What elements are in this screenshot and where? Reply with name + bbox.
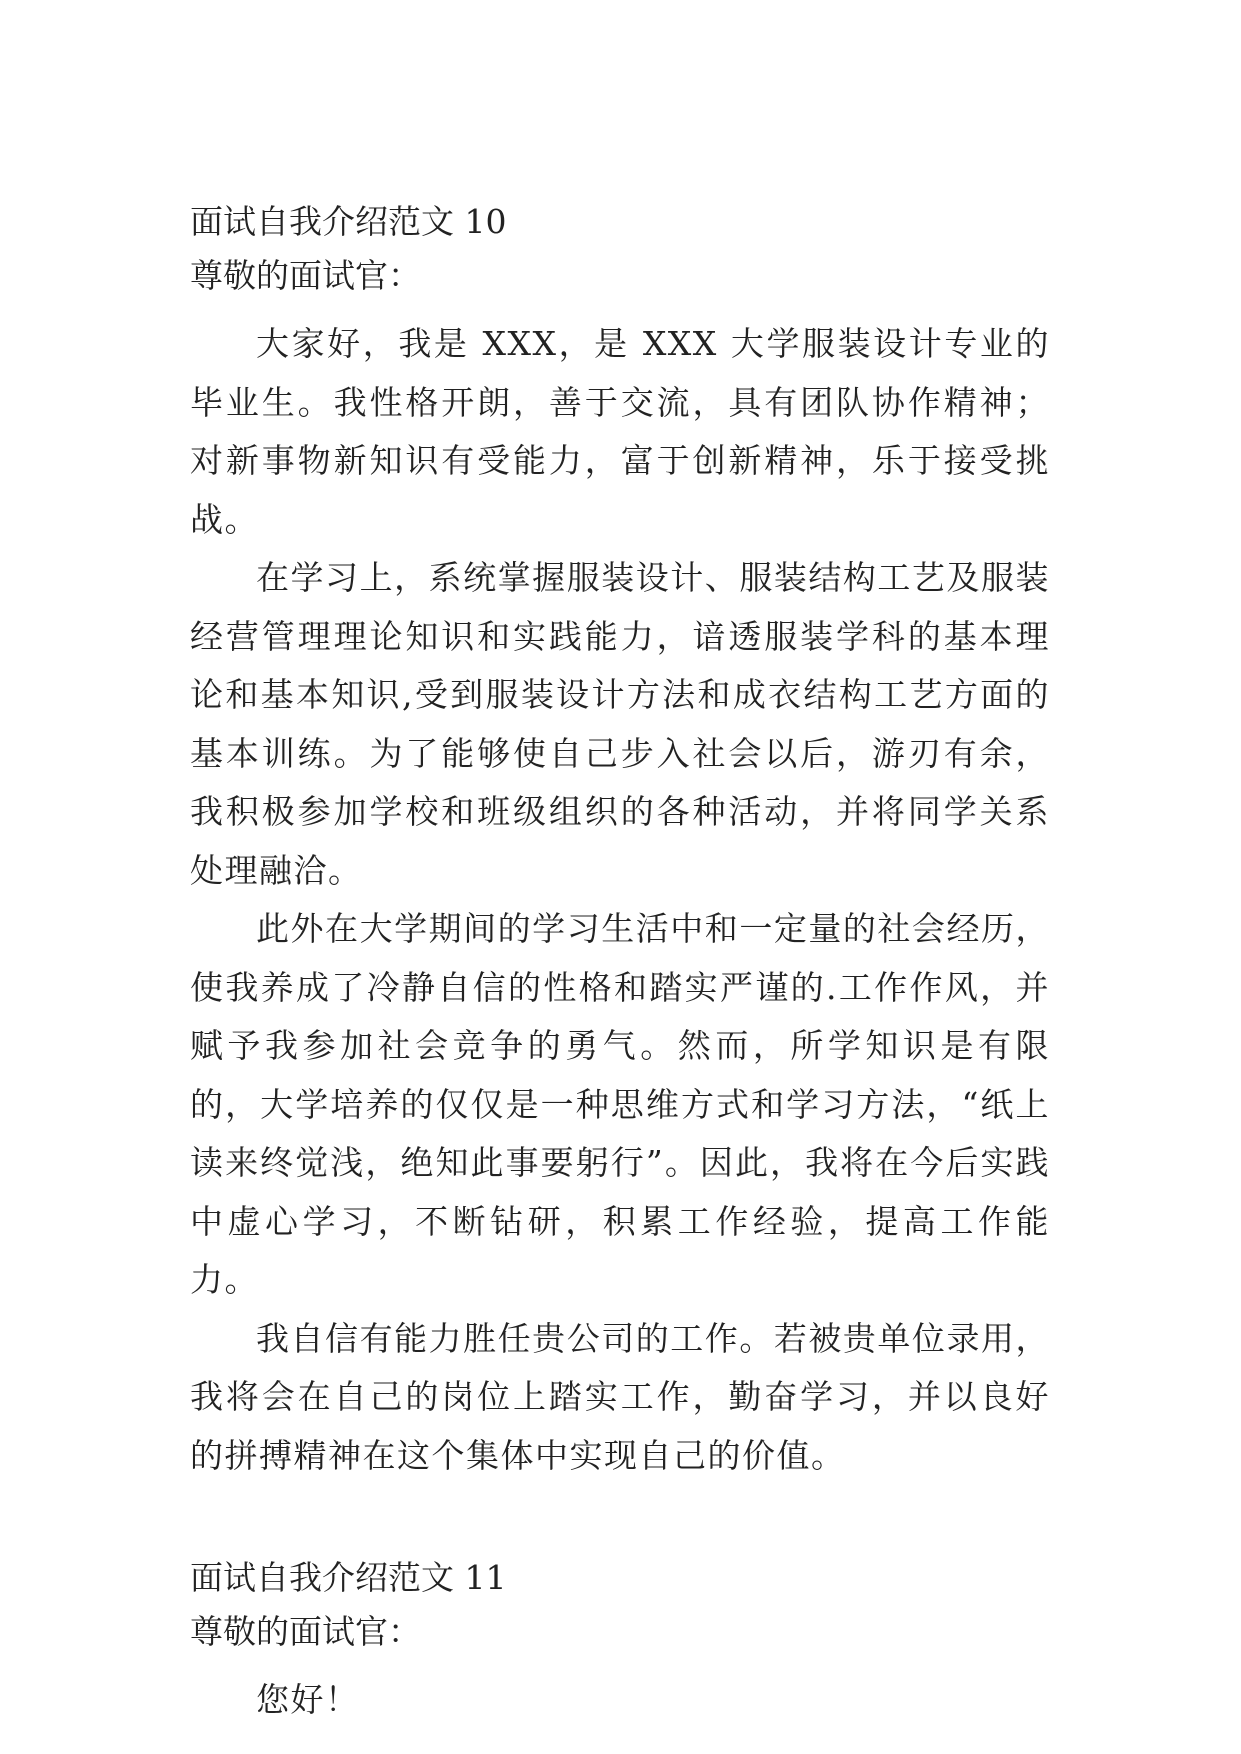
essay-section-11	[190, 1551, 1050, 1730]
paragraph: 我自信有能力胜任贵公司的工作。若被贵单位录用，我将会在自己的岗位上踏实工作，勤奋学习，并以良好的拼搏精神在这个集体中实现自己的价值。	[190, 1318, 1050, 1475]
paragraph-group	[190, 1671, 1050, 1730]
section-title: 面试自我介绍范文 10	[190, 202, 507, 241]
paragraph-group	[190, 315, 1050, 1485]
paragraph: 此外在大学期间的学习生活中和一定量的社会经历，使我养成了冷静自信的性格和踏实严谨的.工作作风，并赋予我参加社会竞争的勇气。然而，所学知识是有限的，大学培养的仅仅是一种思维方式和学习方法，“纸上读来终觉浅，绝知此事要躬行”。因此，我将在今后实践中虚心学习，不断钻研，积累工作经验，提高工作能力。	[190, 909, 1050, 1299]
section-title: 面试自我介绍范文 11	[190, 1558, 507, 1597]
paragraph: 大家好，我是 XXX，是 XXX 大学服装设计专业的毕业生。我性格开朗，善于交流，具有团队协作精神；对新事物新知识有受能力，富于创新精神，乐于接受挑战。	[190, 324, 1050, 539]
salutation: 尊敬的面试官：	[190, 1612, 421, 1651]
paragraph: 您好！	[256, 1680, 360, 1719]
paragraph: 在学习上，系统掌握服装设计、服装结构工艺及服装经营管理理论知识和实践能力，谙透服装学科的基本理论和基本知识,受到服装设计方法和成衣结构工艺方面的基本训练。为了能够使自己步入社会以后，游刃有余，我积极参加学校和班级组织的各种活动，并将同学关系处理融洽。	[190, 558, 1050, 890]
salutation: 尊敬的面试官：	[190, 256, 421, 295]
document-body	[190, 195, 1050, 1730]
essay-section-10	[190, 195, 1050, 1485]
